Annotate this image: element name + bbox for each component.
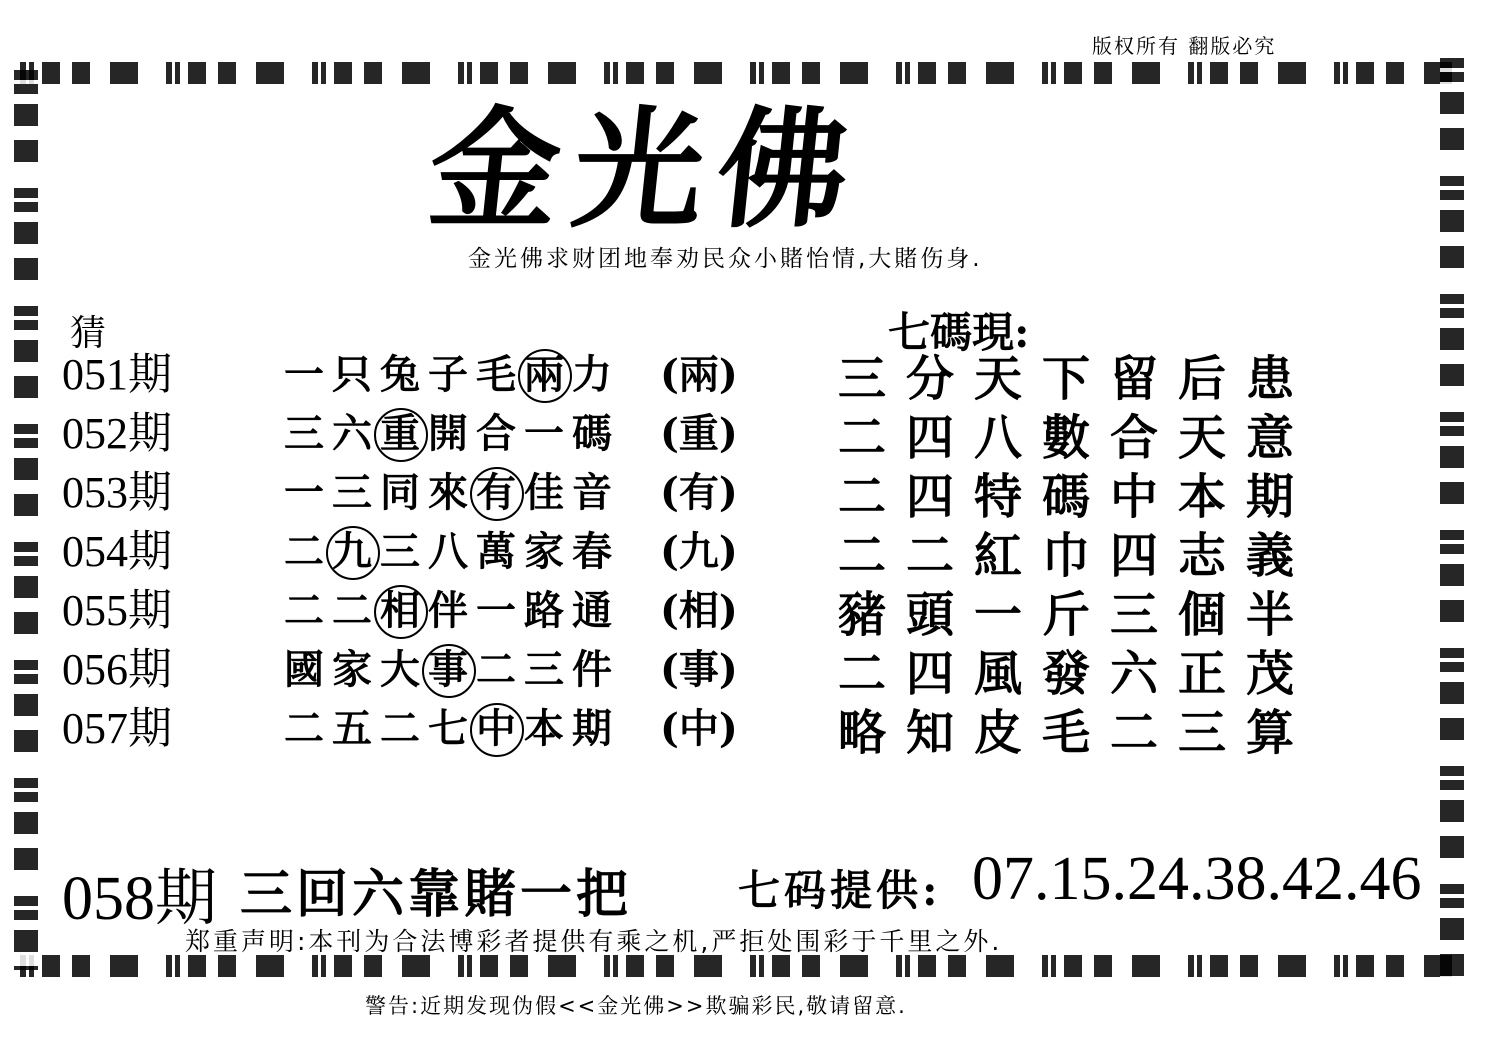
warning-notice: 警告:近期发现伪假<<金光佛>>欺骗彩民,敬请留意. <box>365 994 907 1018</box>
phrase-character: 音 <box>572 469 612 516</box>
code-label: 七码提供: <box>738 866 942 915</box>
history-answer: (重) <box>660 410 738 457</box>
history-row <box>62 345 762 404</box>
history-period: 054期 <box>62 527 172 576</box>
phrase-character: 一 <box>284 351 324 398</box>
history-row <box>62 699 762 758</box>
history-list <box>62 345 762 758</box>
phrase-character: 只 <box>332 351 372 398</box>
circled-character: 九 <box>328 522 376 581</box>
poem-line: 略知皮毛二三算 <box>838 705 1315 761</box>
phrase-character: 同 <box>380 469 420 516</box>
phrase-character: 一 <box>524 410 564 457</box>
history-row <box>62 640 762 699</box>
history-answer: (有) <box>660 469 738 516</box>
phrase-character: 八 <box>428 528 468 575</box>
phrase-character: 二 <box>284 528 324 575</box>
phrase-character: 三 <box>380 528 420 575</box>
current-phrase: 三回六靠賭一把 <box>240 864 633 925</box>
history-period: 055期 <box>62 586 172 635</box>
circled-character: 有 <box>472 463 520 522</box>
phrase-character: 碼 <box>572 410 612 457</box>
phrase-character: 三 <box>284 410 324 457</box>
motto-text: 金光佛求财团地奉劝民众小賭怡情,大賭伤身. <box>468 246 983 272</box>
guess-label: 猜 <box>70 313 107 354</box>
phrase-character: 本 <box>524 705 564 752</box>
history-row <box>62 404 762 463</box>
history-period: 057期 <box>62 704 172 753</box>
poem-line: 二四風發六正茂 <box>838 646 1315 702</box>
history-row <box>62 463 762 522</box>
copyright-notice: 版权所有 翻版必究 <box>1092 34 1277 58</box>
history-period: 053期 <box>62 468 172 517</box>
history-phrase <box>280 640 616 699</box>
phrase-character: 一 <box>476 587 516 634</box>
phrase-character: 二 <box>284 705 324 752</box>
phrase-character: 家 <box>524 528 564 575</box>
history-phrase <box>280 404 616 463</box>
page-title: 金光佛 <box>422 93 871 246</box>
phrase-character: 大 <box>380 646 420 693</box>
history-answer: (事) <box>660 646 738 693</box>
circled-character: 中 <box>472 699 520 758</box>
poem-line: 二四特碼中本期 <box>838 469 1315 525</box>
phrase-character: 通 <box>572 587 612 634</box>
seven-codes-title: 七碼現: <box>888 308 1030 357</box>
history-period: 056期 <box>62 645 172 694</box>
history-phrase <box>280 345 616 404</box>
phrase-character: 件 <box>572 646 612 693</box>
circled-character: 相 <box>376 581 424 640</box>
phrase-character: 兔 <box>380 351 420 398</box>
phrase-character: 春 <box>572 528 612 575</box>
poem-line: 二四八數合天意 <box>838 410 1315 466</box>
history-phrase <box>280 522 616 581</box>
phrase-character: 二 <box>284 587 324 634</box>
history-phrase <box>280 463 616 522</box>
phrase-character: 五 <box>332 705 372 752</box>
circled-character: 兩 <box>520 345 568 404</box>
phrase-character: 三 <box>524 646 564 693</box>
disclaimer-statement: 郑重声明:本刊为合法博彩者提供有乘之机,严拒处围彩于千里之外. <box>185 927 1003 956</box>
history-answer: (相) <box>660 587 738 634</box>
phrase-character: 一 <box>284 469 324 516</box>
poem-line: 豬頭一斤三個半 <box>838 587 1315 643</box>
history-answer: (中) <box>660 705 738 752</box>
phrase-character: 開 <box>428 410 468 457</box>
phrase-character: 路 <box>524 587 564 634</box>
phrase-character: 二 <box>476 646 516 693</box>
phrase-character: 來 <box>428 469 468 516</box>
phrase-character: 二 <box>332 587 372 634</box>
phrase-character: 期 <box>572 705 612 752</box>
history-answer: (兩) <box>660 351 738 398</box>
poem-line: 三分天下留后患 <box>838 351 1315 407</box>
circled-character: 事 <box>424 640 472 699</box>
phrase-character: 國 <box>284 646 324 693</box>
history-period: 052期 <box>62 409 172 458</box>
phrase-character: 二 <box>380 705 420 752</box>
poem-line: 二二紅巾四志義 <box>838 528 1315 584</box>
phrase-character: 萬 <box>476 528 516 575</box>
phrase-character: 三 <box>332 469 372 516</box>
history-phrase <box>280 581 616 640</box>
code-numbers: 07.15.24.38.42.46 <box>972 845 1422 913</box>
history-answer: (九) <box>660 528 738 575</box>
phrase-character: 佳 <box>524 469 564 516</box>
decorative-border-left <box>14 70 38 970</box>
decorative-border-top <box>20 62 1480 84</box>
decorative-border-bottom <box>20 955 1480 977</box>
phrase-character: 家 <box>332 646 372 693</box>
phrase-character: 六 <box>332 410 372 457</box>
phrase-character: 子 <box>428 351 468 398</box>
phrase-character: 七 <box>428 705 468 752</box>
phrase-character: 力 <box>572 351 612 398</box>
phrase-character: 合 <box>476 410 516 457</box>
history-phrase <box>280 699 616 758</box>
phrase-character: 毛 <box>476 351 516 398</box>
history-row <box>62 581 762 640</box>
circled-character: 重 <box>376 404 424 463</box>
seven-codes-poem <box>838 350 1314 763</box>
decorative-border-right <box>1440 58 1464 978</box>
history-row <box>62 522 762 581</box>
phrase-character: 伴 <box>428 587 468 634</box>
current-period: 058期 <box>62 865 218 933</box>
history-period: 051期 <box>62 350 172 399</box>
